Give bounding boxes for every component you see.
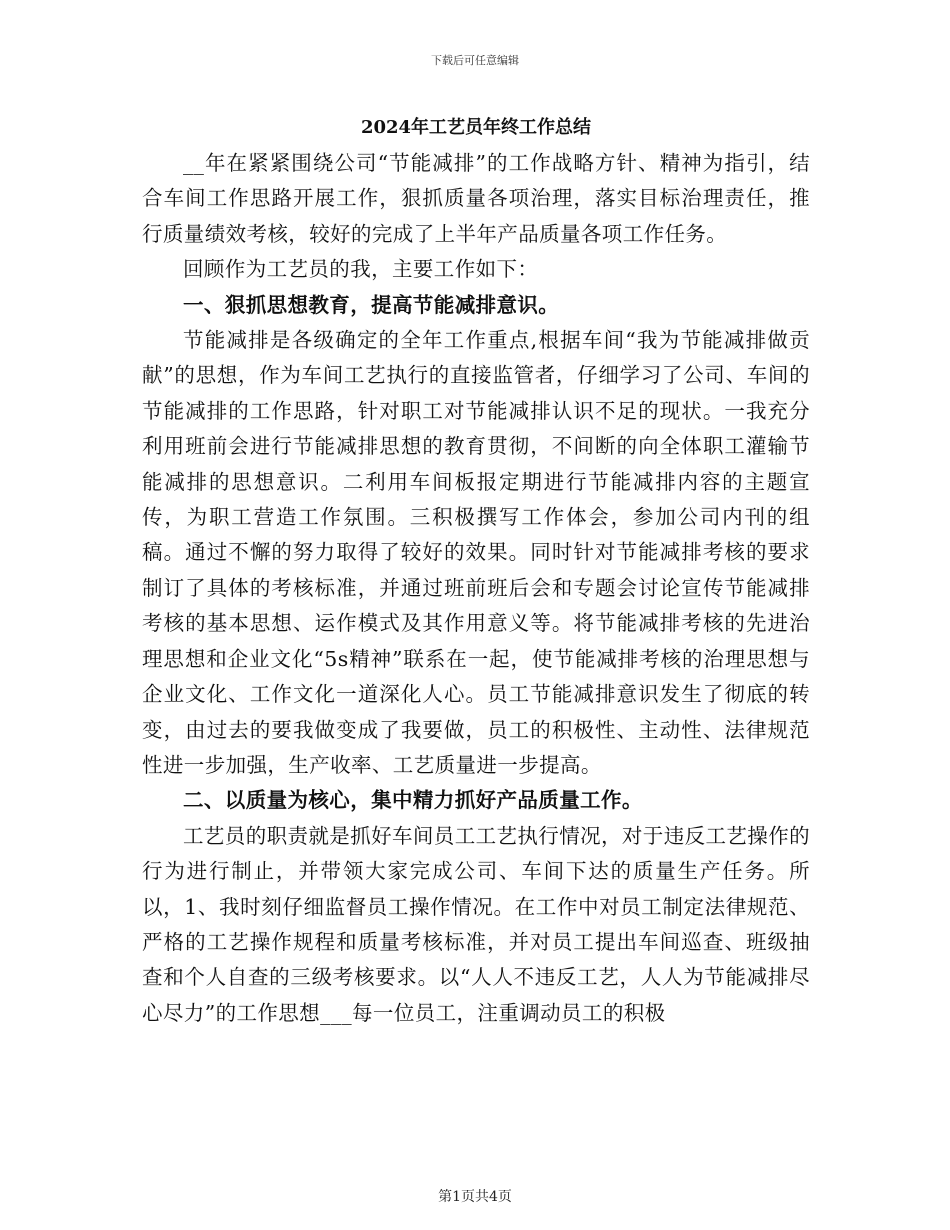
document-body bbox=[142, 110, 810, 1031]
paragraph-review: 回顾作为工艺员的我，主要工作如下： bbox=[183, 257, 539, 282]
paragraph-section-2: 工艺员的职责就是抓好车间员工工艺执行情况，对于违反工艺操作的行为进行制止，并带领大家完成公司、车间下达的质量生产任务。所以，1、我时刻仔细监督员工操作情况。在工作中对员工制定法律规范、严格的工艺操作规程和质量考核标准，并对员工提出车间巡查、班级抽查和个人自查的三级考核要求。以“人人不违反工艺，人人为节能减排尽心尽力”的工作思想___每一位员工，注重调动员工的积极 bbox=[142, 823, 810, 1025]
page-header-note: 下载后可任意编辑 bbox=[431, 54, 519, 67]
section-heading-1: 一、狠抓思想教育，提高节能减排意识。 bbox=[183, 292, 560, 317]
document-title: 2024年工艺员年终工作总结 bbox=[360, 117, 592, 138]
paragraph-section-1: 节能减排是各级确定的全年工作重点,根据车间“我为节能减排做贡献”的思想，作为车间工艺执行的直接监管者，仔细学习了公司、车间的节能减排的工作思路，针对职工对节能减排认识不足的现状。一我充分利用班前会进行节能减排思想的教育贯彻，不间断的向全体职工灌输节能减排的思想意识。二利用车间板报定期进行节能减排内容的主题宣传，为职工营造工作氛围。三积极撰写工作体会，参加公司内刊的组稿。通过不懈的努力取得了较好的效果。同时针对节能减排考核的要求制订了具体的考核标准，并通过班前班后会和专题会讨论宣传节能减排考核的基本思想、运作模式及其作用意义等。将节能减排考核的先进治理思想和企业文化“5s精神”联系在一起，使节能减排考核的治理思想与企业文化、工作文化一道深化人心。员工节能减排意识发生了彻底的转变，由过去的要我做变成了我要做，员工的积极性、主动性、法律规范性进一步加强，生产收率、工艺质量进一步提高。 bbox=[142, 328, 810, 777]
section-heading-2: 二、以质量为核心，集中精力抓好产品质量工作。 bbox=[183, 788, 643, 813]
paragraph-intro: __年在紧紧围绕公司“节能减排”的工作战略方针、精神为指引，结合车间工作思路开展工作，狠抓质量各项治理，落实目标治理责任，推行质量绩效考核，较好的完成了上半年产品质量各项工作任务。 bbox=[142, 151, 810, 246]
page-number: 第1页共4页 bbox=[438, 1189, 512, 1205]
